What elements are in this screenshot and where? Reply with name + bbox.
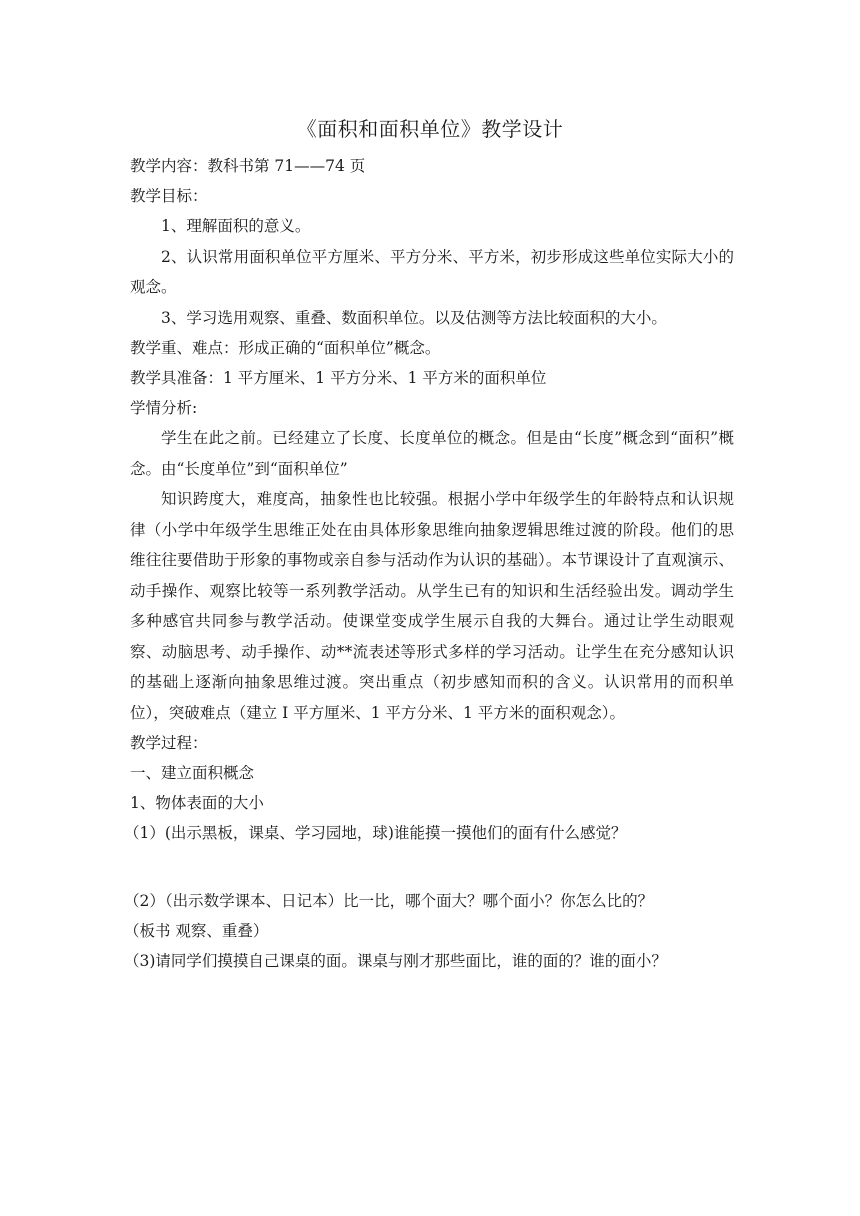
goal-item: 1、理解面积的意义。 <box>161 217 311 235</box>
blank-space <box>130 848 734 886</box>
document-body <box>124 151 734 976</box>
teaching-content: 教学内容：教科书第 71——74 页 <box>130 157 366 175</box>
analysis-paragraph: 学生在此之前。已经建立了长度、长度单位的概念。但是由“长度”概念到“面积”概念。由“长度单位”到“面积单位” <box>130 429 734 478</box>
analysis-heading: 学情分析: <box>130 399 198 417</box>
goal-item: 2、认识常用面积单位平方厘米、平方分米、平方米，初步形成这些单位实际大小的观念。 <box>130 247 734 296</box>
analysis-paragraph: 知识跨度大，难度高，抽象性也比较强。根据小学中年级学生的年龄特点和认识规律（小学中年级学生思维正处在由具体形象思维向抽象逻辑思维过渡的阶段。他们的思维往往要借助于形象的事物或亲自参与活动作为认识的基础）。本节课设计了直观演示、动手操作、观察比较等一系列教学活动。从学生已有的知识和生活经验出发。调动学生多种感官共同参与教学活动。使课堂变成学生展示自我的大舞台。通过让学生动眼观察、动脑思考、动手操作、动**流表述等形式多样的学习活动。让学生在充分感知认识的基础上逐渐向抽象思维过渡。突出重点（初步感知而积的含义。认识常用的而积单位），突破难点（建立 I 平方厘米、1 平方分米、1 平方米的面积观念）。 <box>130 490 734 722</box>
key-points: 教学重、难点：形成正确的“面积单位”概念。 <box>130 339 441 357</box>
teaching-tools: 教学具准备：1 平方厘米、1 平方分米、1 平方米的面积单位 <box>130 369 547 387</box>
document-title: 《面积和面积单位》教学设计 <box>296 117 564 141</box>
step-item: （2）（出示数学课本、日记本）比一比，哪个面大？哪个面小？你怎么比的？ <box>124 892 654 910</box>
process-heading: 教学过程： <box>130 734 208 752</box>
section-heading: 一、建立面积概念 <box>130 764 255 782</box>
step-item: （1）(出示黑板，课桌、学习园地，球)谁能摸一摸他们的面有什么感觉？ <box>124 824 627 842</box>
step-item: （3)请同学们摸摸自己课桌的面。课桌与刚才那些面比，谁的面的？谁的面小？ <box>124 952 667 970</box>
goal-item: 3、学习选用观察、重叠、数面积单位。以及估测等方法比较面积的大小。 <box>161 308 667 327</box>
goals-heading: 教学目标： <box>130 187 208 205</box>
step-note: （板书 观察、重叠） <box>124 922 269 940</box>
subsection-heading: 1、物体表面的大小 <box>130 794 264 812</box>
